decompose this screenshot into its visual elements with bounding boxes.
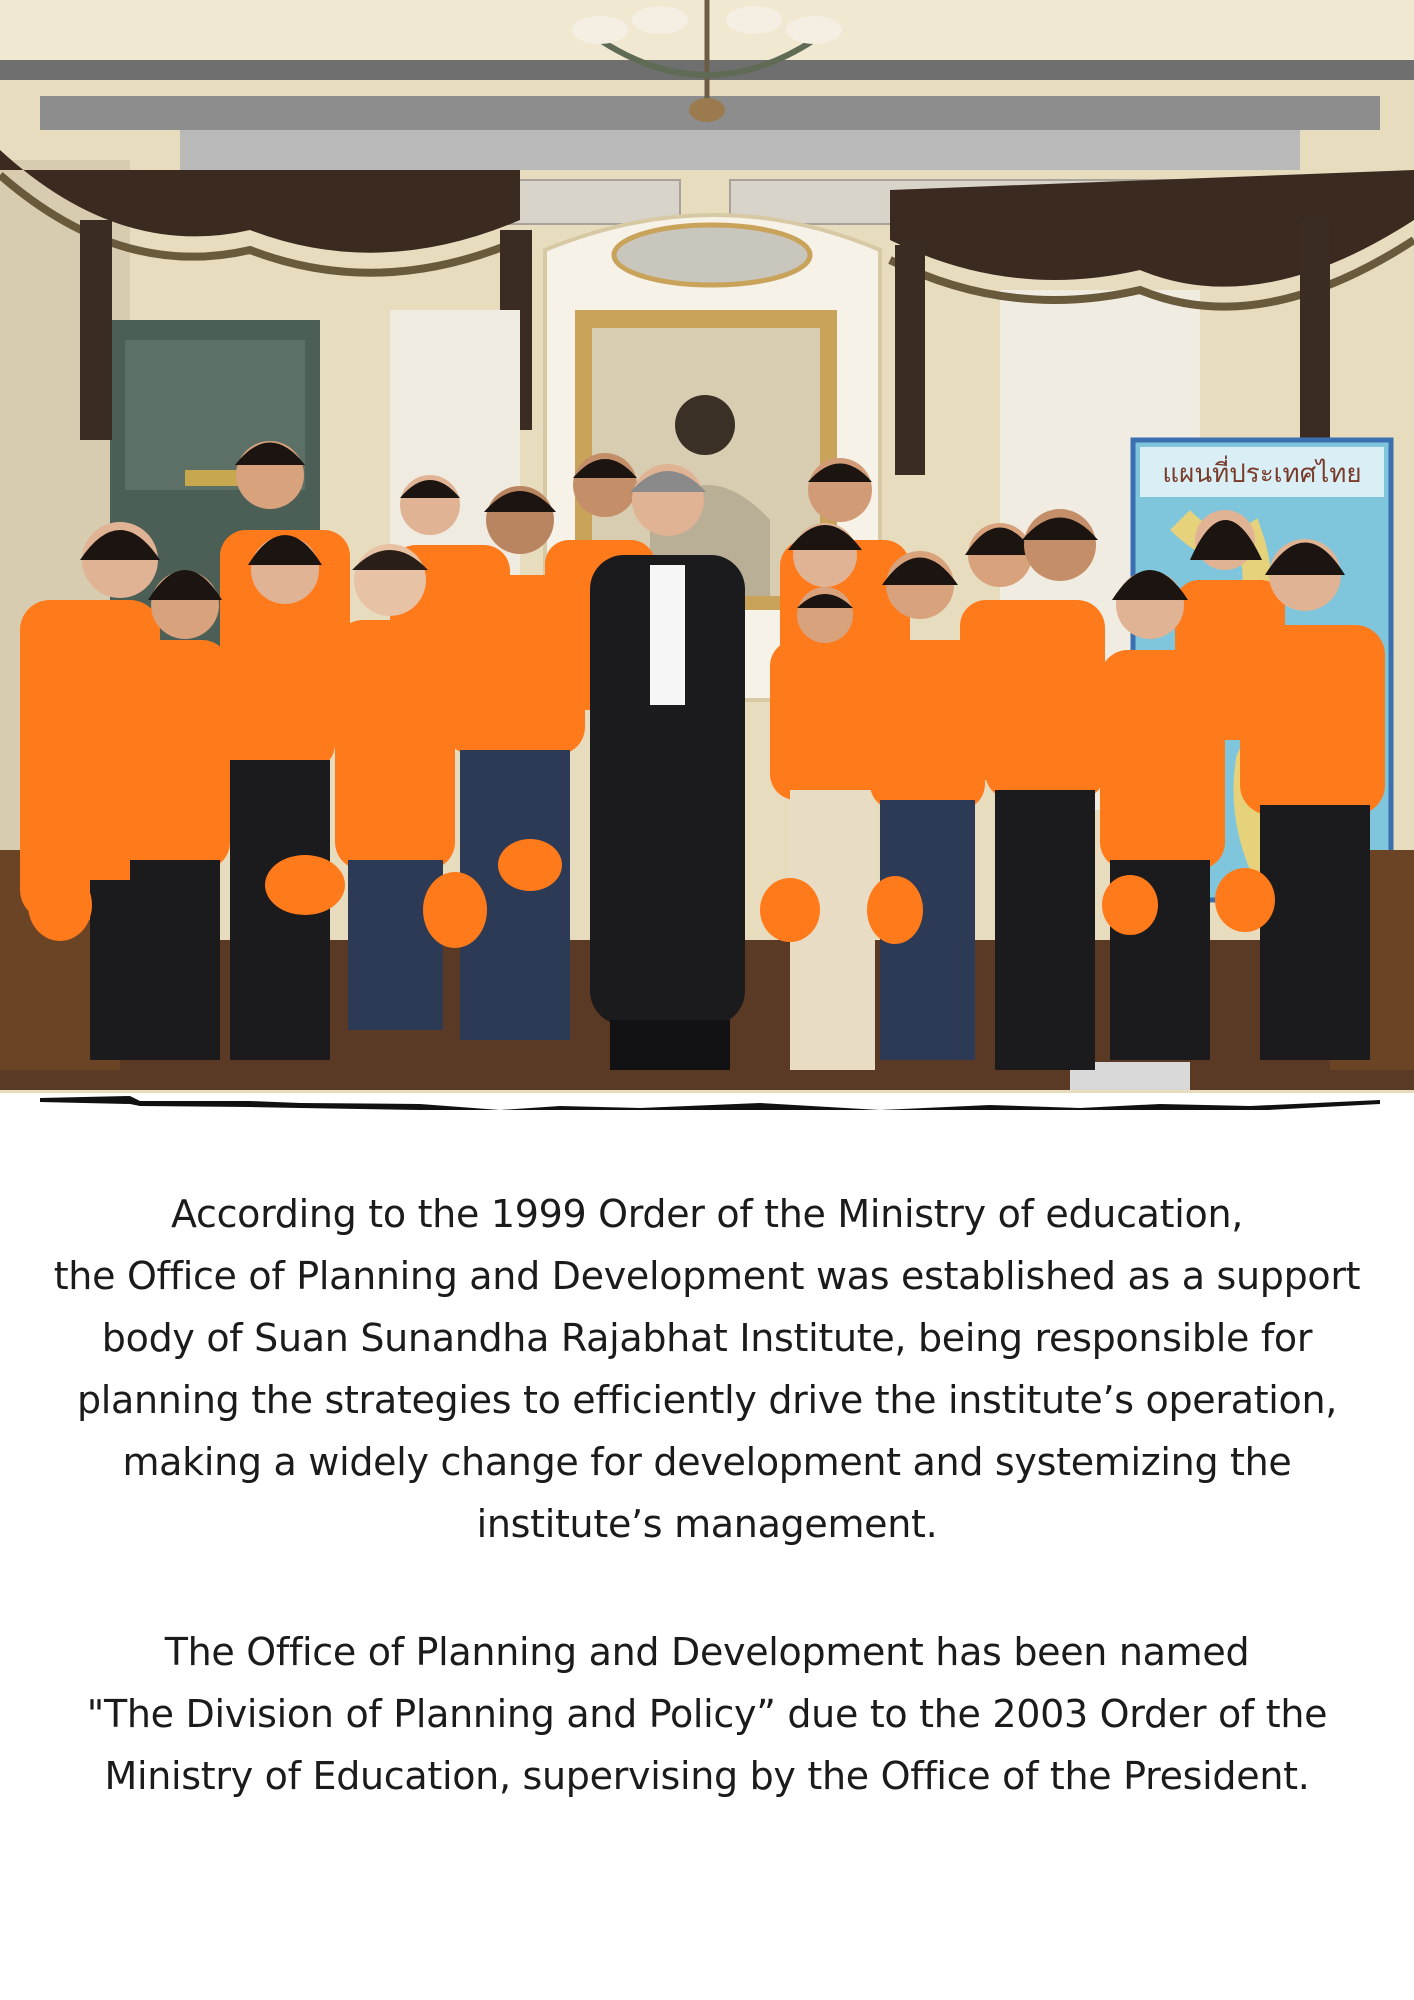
map-poster-label: แผนที่ประเทศไทย (1162, 459, 1362, 489)
paragraph-2-line: "The Division of Planning and Policy” due to the 2003 Order of the (86, 1692, 1328, 1736)
paragraph-1-line: planning the strategies to efficiently drive the institute’s operation, (76, 1378, 1338, 1422)
paragraph-1-line: institute’s management. (476, 1502, 938, 1546)
paragraph-1-line: making a widely change for development and systemizing the (122, 1440, 1292, 1484)
paragraph-spacer (20, 1555, 1394, 1621)
paragraph-1-line: body of Suan Sunandha Rajabhat Institute, being responsible for (101, 1316, 1313, 1360)
paragraph-2-line: Ministry of Education, supervising by the Office of the President. (104, 1754, 1310, 1798)
body-text (20, 1183, 1394, 1807)
paragraph-1-line: the Office of Planning and Development was established as a support (53, 1254, 1361, 1298)
paragraph-2-line: The Office of Planning and Development has been named (164, 1630, 1250, 1674)
paragraph-1-line: According to the 1999 Order of the Ministry of education, (170, 1192, 1244, 1236)
person (220, 535, 335, 1060)
